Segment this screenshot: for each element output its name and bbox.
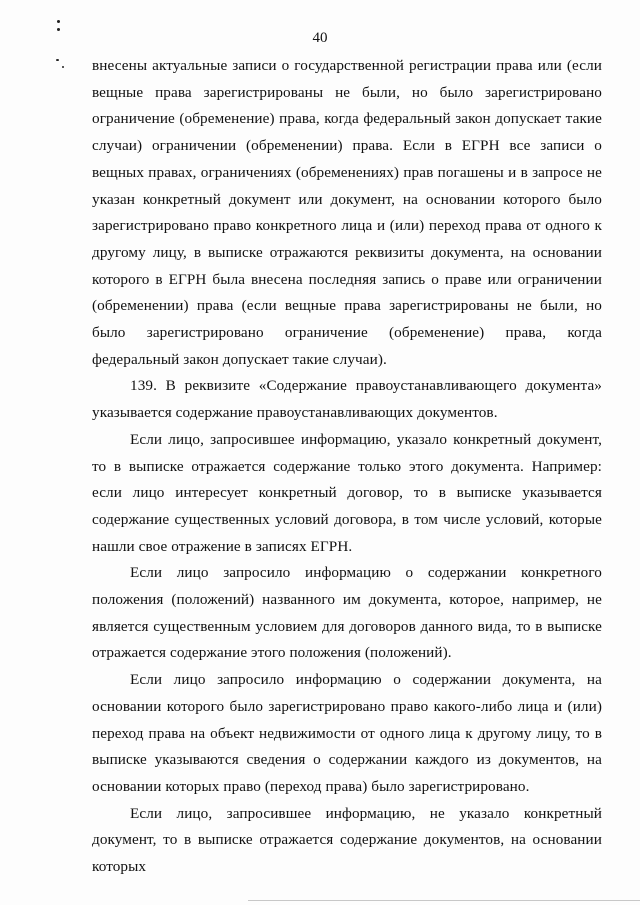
paragraph-document-content: Если лицо запросило информацию о содержании документа, на основании которого было зарегистрировано право какого-либо лица и (или) переход права на объект недвижимости от одного лица к другому лицу, то в выписке указываются сведения о содержании каждого из документов, на основании которых право (переход права) было зарегистрировано.: [92, 671, 602, 795]
document-body: [92, 53, 602, 881]
scan-speck: [56, 59, 59, 61]
paragraph-specific-document: Если лицо, запросившее информацию, указало конкретный документ, то в выписке отражается содержание только этого документа. Например: если лицо интересует конкретный договор, то в выписке указывается содержание существенных условий договора, в том числе условий, которые нашли свое отражение в записях ЕГРН.: [92, 430, 602, 555]
scan-speck: [62, 66, 64, 68]
paragraph-continuation: внесены актуальные записи о государственной регистрации права или (если вещные права зарегистрированы не были, но было зарегистрировано ограничение (обременение) права, когда федеральный закон допускает такие случаи) ограничении (обременении) права. Если в ЕГРН все записи о вещных правах, ограничениях (обременениях) прав погашены и в запросе не указан конкретный документ или документ, на основании которого было зарегистрировано право конкретного лица и (или) переход права от одного к другому лицу, в выписке отражаются реквизиты документа, на основании которого в ЕГРН была внесена последняя запись о праве или ограничении (обременении) права (если вещные права зарегистрированы не были, но было зарегистрировано ограничение (обременение) права, когда федеральный закон допускает такие случаи).: [92, 57, 602, 368]
paragraph-unspecified-document: Если лицо, запросившее информацию, не указало конкретный документ, то в выписке отражается содержание документов, на основании которых: [92, 804, 602, 876]
scan-speck: [57, 20, 60, 23]
paragraph-specific-provision: Если лицо запросило информацию о содержании конкретного положения (положений) названного им документа, которое, например, не является существенным условием для договоров данного вида, то в выписке отражается содержание этого положения (положений).: [92, 564, 602, 662]
scan-edge-line: [248, 900, 640, 901]
page-number: 40: [312, 30, 328, 46]
paragraph-item-139: 139. В реквизите «Содержание правоустанавливающего документа» указывается содержание правоустанавливающих документов.: [92, 377, 602, 422]
